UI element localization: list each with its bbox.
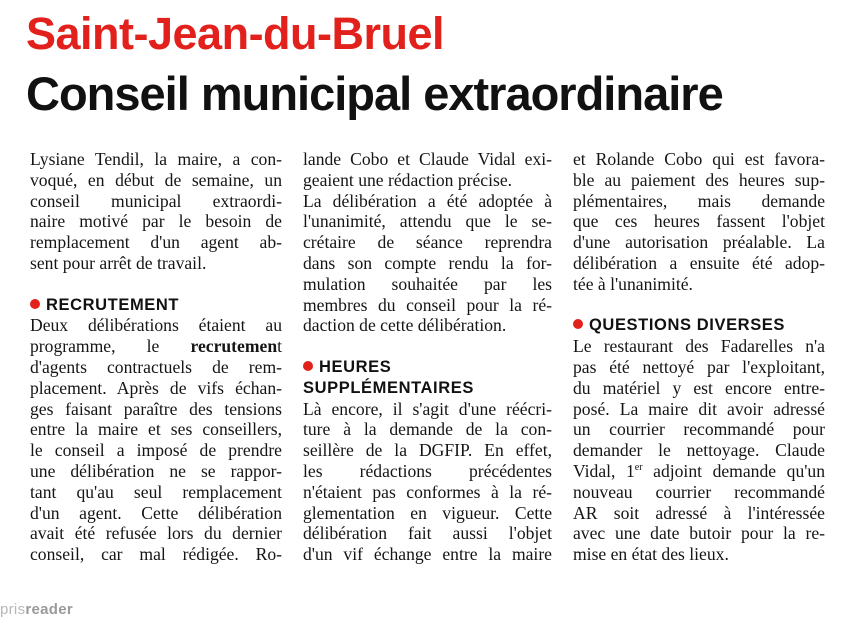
body-line: membres du conseil pour la ré- — [303, 294, 552, 315]
body-text: Vidal, 1 — [573, 460, 635, 481]
body-line: remplacement d'un agent ab- — [30, 232, 282, 253]
body-line — [573, 461, 825, 482]
body-text: t — [277, 336, 282, 357]
paragraph-gap — [573, 295, 825, 316]
body-line: seillère de la DGFIP. En effet, — [303, 440, 552, 461]
body-line: La délibération a été adoptée à — [303, 190, 552, 211]
body-line: les rédactions précédentes — [303, 460, 552, 481]
body-line: d'agents contractuels de rem- — [30, 356, 282, 377]
body-line: avait été refusée lors du dernier — [30, 523, 282, 544]
superscript-text: er — [634, 462, 643, 474]
body-line: Lysiane Tendil, la maire, a con- — [30, 149, 282, 169]
watermark-brand: reader — [25, 601, 74, 618]
body-line: demander le nettoyage. Claude — [573, 440, 825, 461]
body-line: voqué, en début de semaine, un — [30, 169, 282, 190]
section-heading-text: HEURES — [319, 357, 392, 376]
body-line: conseil, car mal rédigée. Ro- — [30, 544, 282, 565]
body-line: un courrier recommandé pour — [573, 419, 825, 440]
article-column-1 — [30, 149, 282, 565]
body-line: mise en état des lieux. — [573, 544, 729, 565]
section-heading-continuation: SUPPLÉMENTAIRES — [303, 378, 474, 397]
section-heading-recrutement — [30, 295, 282, 316]
body-line: que ces heures fassent l'objet — [573, 211, 825, 232]
article-headline: Conseil municipal extraordinaire — [26, 67, 723, 120]
body-line: Là encore, il s'agit d'une réécri- — [303, 398, 552, 419]
article-column-2 — [303, 149, 552, 565]
body-line: n'étaient pas conformes à la ré- — [303, 481, 552, 502]
section-heading-text: QUESTIONS DIVERSES — [589, 316, 786, 335]
body-line: ble au paiement des heures sup- — [573, 169, 825, 190]
body-line: délibération a ensuite été adop- — [573, 252, 825, 273]
article-column-3 — [573, 149, 825, 565]
pressreader-watermark — [0, 601, 73, 619]
article-kicker: Saint-Jean-du-Bruel — [26, 8, 445, 59]
body-line: une délibération ne se rappor- — [30, 460, 282, 481]
body-text: programme, le — [30, 336, 191, 357]
watermark-prefix: pris — [0, 601, 26, 618]
body-line: sent pour arrêt de travail. — [30, 252, 207, 273]
body-line: ges faisant paraître des tensions — [30, 398, 282, 419]
body-line: lande Cobo et Claude Vidal exi- — [303, 149, 552, 169]
body-line: d'un vif échange entre la maire — [303, 544, 552, 565]
body-line: avec une date butoir pour la re- — [573, 523, 825, 544]
body-line: et Rolande Cobo qui est favora- — [573, 149, 825, 169]
body-line: mulation souhaitée par les — [303, 273, 552, 294]
body-line: glementation en vigueur. Cette — [303, 502, 552, 523]
body-line: plémentaires, mais demande — [573, 190, 825, 211]
paragraph-gap — [30, 274, 282, 295]
body-line: délibération fait aussi l'objet — [303, 523, 552, 544]
body-line: d'une autorisation préalable. La — [573, 232, 825, 253]
body-line: placement. Après de vifs échan- — [30, 377, 282, 398]
body-line: d'un agent. Cette délibération — [30, 502, 282, 523]
section-heading-text: RECRUTEMENT — [46, 295, 180, 314]
body-line: Le restaurant des Fadarelles n'a — [573, 336, 825, 357]
body-line: l'unanimité, attendu que le se- — [303, 211, 552, 232]
body-line: naire motivé par le besoin de — [30, 211, 282, 232]
red-bullet-icon — [303, 361, 313, 371]
body-line: ture à la demande de la con- — [303, 419, 552, 440]
body-line: le conseil a imposé de prendre — [30, 440, 282, 461]
body-line: Deux délibérations étaient au — [30, 315, 282, 336]
section-heading-questions-diverses — [573, 315, 825, 336]
body-line: crétaire de séance reprendra — [303, 232, 552, 253]
body-line: tant qu'au seul remplacement — [30, 481, 282, 502]
body-line: daction de cette délibération. — [303, 315, 507, 336]
body-line: geaient une rédaction précise. — [303, 169, 513, 190]
emphasis-text: recrutemen — [190, 336, 278, 357]
body-line: nouveau courrier recommandé — [573, 481, 825, 502]
body-line: AR soit adressé à l'intéressée — [573, 502, 825, 523]
body-line: conseil municipal extraordi- — [30, 190, 282, 211]
body-line: posé. La maire dit avoir adressé — [573, 398, 825, 419]
body-line — [30, 336, 282, 357]
red-bullet-icon — [573, 319, 583, 329]
body-line: pas été nettoyé par l'exploitant, — [573, 356, 825, 377]
body-line: tée à l'unanimité. — [573, 273, 693, 294]
red-bullet-icon — [30, 299, 40, 309]
paragraph-gap — [303, 336, 552, 357]
section-heading-heures-supplementaires — [303, 357, 552, 378]
body-text: adjoint demande qu'un — [642, 460, 826, 481]
body-line: dans son compte rendu la for- — [303, 252, 552, 273]
body-line: entre la maire et ses conseillers, — [30, 419, 282, 440]
body-line: du matériel y est encore entre- — [573, 377, 825, 398]
